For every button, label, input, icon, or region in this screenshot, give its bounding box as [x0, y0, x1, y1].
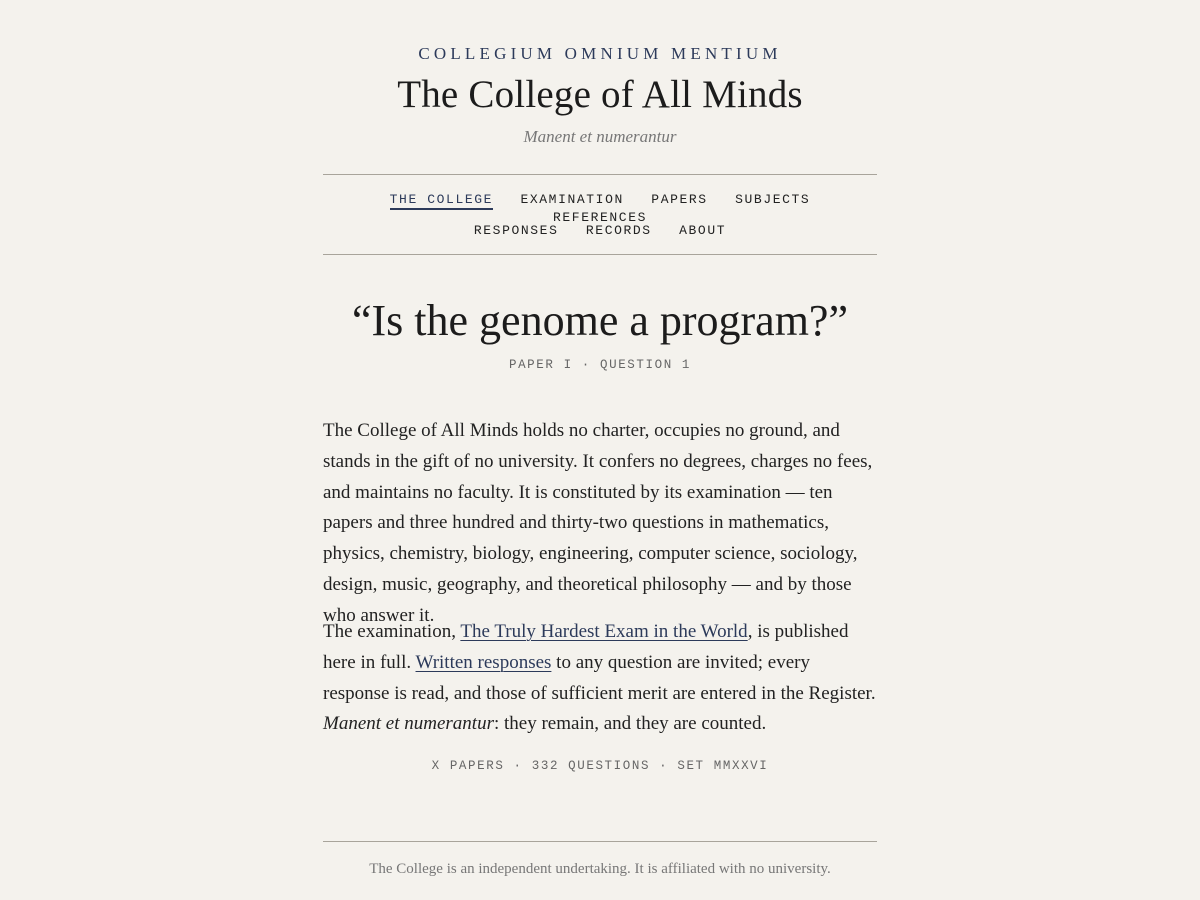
- nav-item-subjects[interactable]: SUBJECTS: [735, 192, 811, 207]
- examination-paragraph: [323, 617, 877, 740]
- footer-note: The College is an independent undertaking. It is affiliated with no university.: [369, 861, 831, 877]
- footer-divider: [323, 841, 877, 842]
- nav-item-the-college[interactable]: THE COLLEGE: [390, 192, 493, 210]
- nav-bottom-divider: [323, 254, 877, 255]
- nav-row-2: [323, 223, 877, 239]
- nav-item-records[interactable]: RECORDS: [585, 223, 652, 238]
- question-heading: “Is the genome a program?”: [352, 296, 848, 345]
- nav-item-references[interactable]: REFERENCES: [552, 210, 647, 225]
- written-responses-link[interactable]: Written responses: [415, 651, 552, 673]
- nav-item-papers[interactable]: PAPERS: [651, 192, 708, 207]
- exam-stats: X PAPERS · 332 QUESTIONS · SET MMXXVI: [431, 759, 769, 773]
- nav-item-responses[interactable]: RESPONSES: [473, 223, 559, 238]
- examination-paragraph-text: [323, 617, 877, 740]
- paragraph-text-part: , is published here in full.: [323, 621, 849, 673]
- intro-paragraph: [323, 416, 877, 632]
- question-meta: PAPER I · QUESTION 1: [508, 358, 692, 372]
- nav-item-about[interactable]: ABOUT: [679, 223, 727, 238]
- site-motto: Manent et numerantur: [523, 127, 677, 146]
- crest-latin-name: COLLEGIUM OMNIUM MENTIUM: [418, 44, 782, 63]
- motto-emphasis: Manent et numerantur: [323, 713, 494, 735]
- nav-top-divider: [323, 174, 877, 175]
- paragraph-text-part: : they remain, and they are counted.: [493, 713, 767, 735]
- nav-item-examination[interactable]: EXAMINATION: [520, 192, 624, 207]
- site-title[interactable]: The College of All Minds: [397, 73, 803, 116]
- paragraph-text-part: to any question are invited; every response is read, and those of sufficient merit are entered in the Register.: [323, 651, 876, 704]
- intro-paragraph-text: The College of All Minds holds no charter, occupies no ground, and stands in the gift of no university. It confers no degrees, charges no fees, and maintains no faculty. It is constituted by its examination — ten papers and three hundred and thirty-two questions in mathematics, physics, chemistry, biology, engineering, computer science, sociology, design, music, geography, and theoretical philosophy — and by those who answer it.: [323, 420, 873, 626]
- paragraph-text-part: The examination,: [323, 621, 461, 642]
- nav-row-1: [323, 192, 877, 226]
- exam-link[interactable]: The Truly Hardest Exam in the World: [460, 621, 748, 642]
